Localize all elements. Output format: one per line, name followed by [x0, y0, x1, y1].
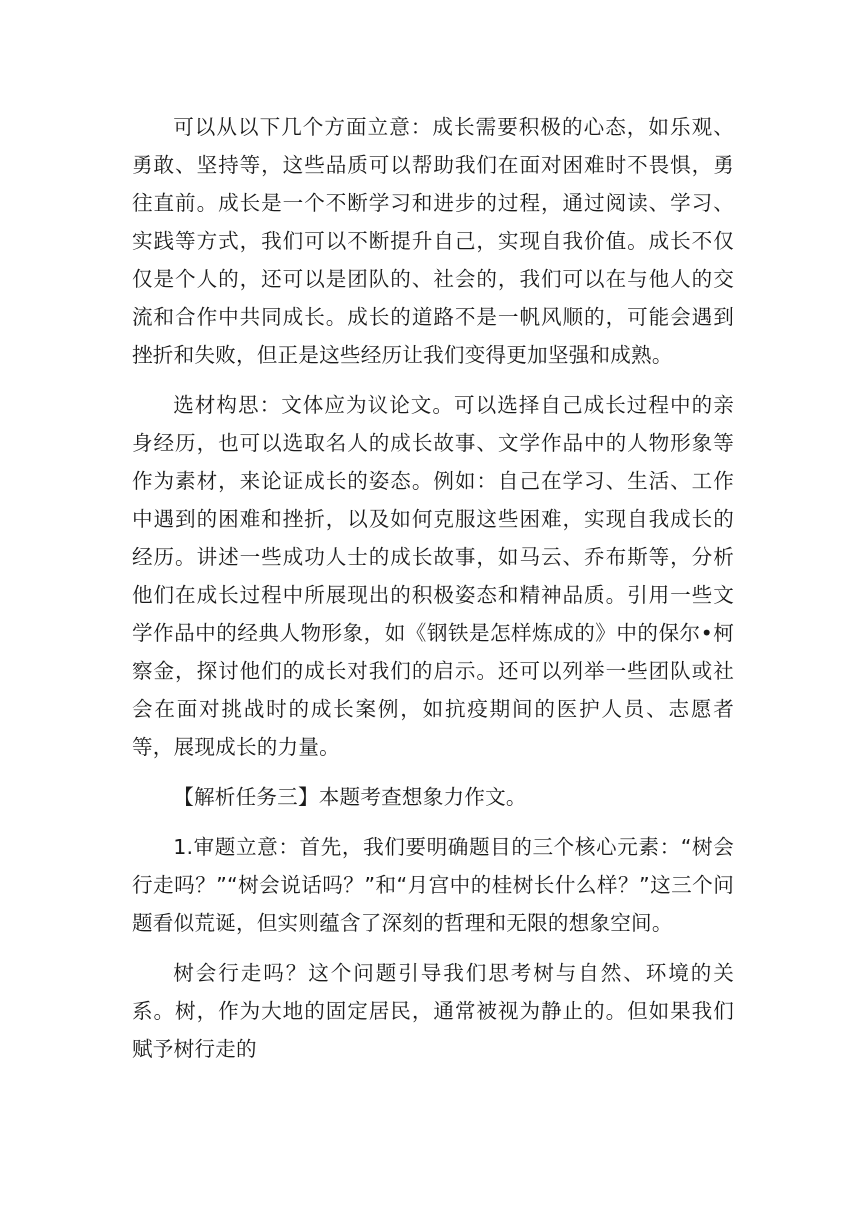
paragraph-task-three-heading: 【解析任务三】本题考查想象力作文。: [173, 785, 527, 809]
paragraph-topic-analysis: 1.审题立意：首先，我们要明确题目的三个核心元素：“树会行走吗？”“树会说话吗？”和“月宫中的桂树长什么样？”这三个问题看似荒诞，但实则蕴含了深刻的哲理和无限的想象空间。: [132, 835, 734, 935]
document-body: [132, 108, 734, 1080]
paragraph-theme-ideas: 可以从以下几个方面立意：成长需要积极的心态，如乐观、勇敢、坚持等，这些品质可以帮助我们在面对困难时不畏惧，勇往直前。成长是一个不断学习和进步的过程，通过阅读、学习、实践等方式，我们可以不断提升自己，实现自我价值。成长不仅仅是个人的，还可以是团队的、社会的，我们可以在与他人的交流和合作中共同成长。成长的道路不是一帆风顺的，可能会遇到挫折和失败，但正是这些经历让我们变得更加坚强和成熟。: [132, 115, 734, 367]
paragraph-material-selection: 选材构思：文体应为议论文。可以选择自己成长过程中的亲身经历，也可以选取名人的成长故事、文学作品中的人物形象等作为素材，来论证成长的姿态。例如：自己在学习、生活、工作中遇到的困难和挫折，以及如何克服这些困难，实现自我成长的经历。讲述一些成功人士的成长故事，如马云、乔布斯等，分析他们在成长过程中所展现出的积极姿态和精神品质。引用一些文学作品中的经典人物形象，如《钢铁是怎样炼成的》中的保尔•柯察金，探讨他们的成长对我们的启示。还可以列举一些团队或社会在面对挑战时的成长案例，如抗疫期间的医护人员、志愿者等，展现成长的力量。: [132, 393, 734, 759]
paragraph-tree-walking: 树会行走吗？这个问题引导我们思考树与自然、环境的关系。树，作为大地的固定居民，通常被视为静止的。但如果我们赋予树行走的: [132, 961, 734, 1061]
